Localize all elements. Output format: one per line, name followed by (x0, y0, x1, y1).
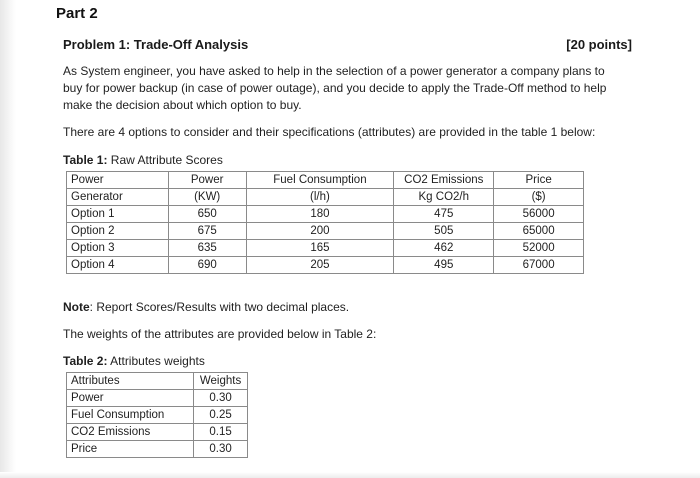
table-cell: 0.30 (194, 390, 248, 407)
options-paragraph: There are 4 options to consider and their specifications (attributes) are provided in the table 1 below: (63, 125, 596, 139)
table-cell: 0.30 (194, 441, 248, 458)
header-cell: ($) (494, 189, 584, 206)
table-header-row (67, 189, 584, 206)
header-cell: Attributes (67, 373, 194, 390)
table-row (67, 441, 248, 458)
table1-caption-text: Raw Attribute Scores (107, 153, 223, 167)
table-cell: 65000 (494, 223, 584, 240)
table-cell: CO2 Emissions (67, 424, 194, 441)
table2-caption (63, 354, 205, 368)
table2-caption-label: Table 2: (63, 354, 108, 368)
attributes-weights-table (66, 372, 248, 458)
note-text: : Report Scores/Results with two decimal places. (89, 300, 350, 314)
part-title: Part 2 (56, 5, 98, 22)
table-cell: 690 (168, 257, 246, 274)
table-cell: Option 1 (67, 206, 169, 223)
table-cell: 165 (246, 240, 394, 257)
weights-paragraph: The weights of the attributes are provided below in Table 2: (63, 327, 377, 341)
header-cell: Weights (194, 373, 248, 390)
table-cell: 180 (246, 206, 394, 223)
table-cell: 495 (394, 257, 494, 274)
header-cell: Fuel Consumption (246, 172, 394, 189)
header-cell: Kg CO2/h (394, 189, 494, 206)
header-cell: Generator (67, 189, 169, 206)
table2-caption-text: Attributes weights (107, 354, 205, 368)
header-cell: Price (494, 172, 584, 189)
table-cell: 200 (246, 223, 394, 240)
page-bottom-shadow (0, 472, 700, 478)
page-left-shadow (0, 0, 16, 478)
problem-title: Problem 1: Trade-Off Analysis (63, 37, 249, 52)
table-cell: 52000 (494, 240, 584, 257)
intro-paragraph (63, 63, 653, 114)
header-cell: (KW) (168, 189, 246, 206)
table-cell: 505 (394, 223, 494, 240)
table-header-row (67, 172, 584, 189)
table-cell: 635 (168, 240, 246, 257)
table-row (67, 424, 248, 441)
table-cell: 205 (246, 257, 394, 274)
table-cell: Option 3 (67, 240, 169, 257)
table-row (67, 223, 584, 240)
table-cell: Fuel Consumption (67, 407, 194, 424)
intro-line: make the decision about which option to buy. (63, 98, 302, 112)
table-row (67, 206, 584, 223)
table-cell: Option 2 (67, 223, 169, 240)
table-cell: 0.15 (194, 424, 248, 441)
table1-caption (63, 153, 223, 167)
intro-line: buy for power backup (in case of power outage), and you decide to apply the Trade-Off method to help (63, 81, 607, 95)
table-row (67, 257, 584, 274)
note-paragraph (63, 299, 653, 316)
table-cell: Power (67, 390, 194, 407)
note-label: Note (63, 300, 90, 314)
table-cell: 67000 (494, 257, 584, 274)
intro-line: As System engineer, you have asked to help in the selection of a power generator a company plans to (63, 64, 605, 78)
table-cell: 675 (168, 223, 246, 240)
table1-caption-label: Table 1: (63, 153, 108, 167)
problem-points: [20 points] (566, 37, 632, 52)
table-row (67, 407, 248, 424)
table-row (67, 240, 584, 257)
table-cell: 475 (394, 206, 494, 223)
table-cell: Option 4 (67, 257, 169, 274)
raw-attribute-scores-table (66, 171, 584, 274)
header-cell: (l/h) (246, 189, 394, 206)
table-cell: 462 (394, 240, 494, 257)
header-cell: CO2 Emissions (394, 172, 494, 189)
table-cell: 0.25 (194, 407, 248, 424)
table-cell: Price (67, 441, 194, 458)
table-cell: 56000 (494, 206, 584, 223)
header-cell: Power (67, 172, 169, 189)
table-row (67, 390, 248, 407)
table-cell: 650 (168, 206, 246, 223)
header-cell: Power (168, 172, 246, 189)
table-header-row (67, 373, 248, 390)
